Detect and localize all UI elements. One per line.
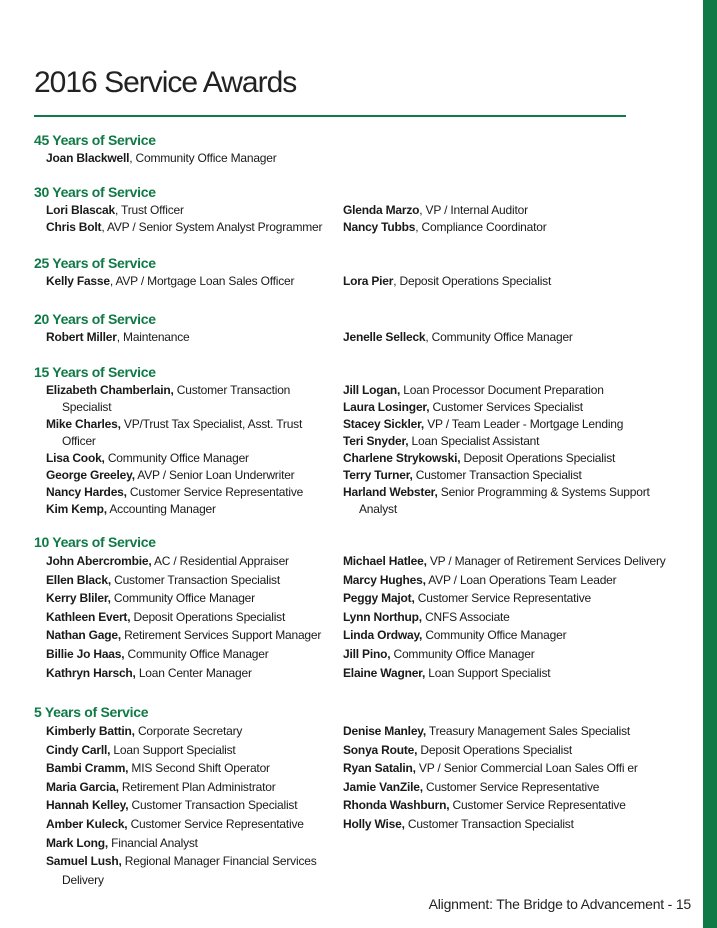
- honoree-entry: [46, 759, 336, 778]
- honoree-name: Stacey Sickler,: [343, 417, 425, 431]
- honoree-name: Nancy Hardes,: [46, 485, 127, 499]
- honoree-entry: [46, 608, 336, 627]
- honoree-title: Senior Programming & Systems Support Analyst: [359, 485, 650, 516]
- honoree-title: Customer Transaction Specialist: [62, 383, 291, 414]
- section-heading: 25 Years of Service: [34, 255, 156, 271]
- honoree-name: Cindy Carll,: [46, 742, 111, 757]
- honoree-entry: [46, 589, 336, 608]
- section-heading: 20 Years of Service: [34, 311, 156, 327]
- honoree-name: Laura Losinger,: [343, 400, 430, 414]
- section-10-years: [34, 533, 694, 693]
- honoree-title: Community Office Manager: [110, 591, 255, 606]
- section-heading: 45 Years of Service: [34, 132, 156, 148]
- honoree-entry: [46, 484, 336, 501]
- honoree-entry: [46, 501, 336, 518]
- honoree-name: Lisa Cook,: [46, 451, 105, 465]
- honoree-name: John Abercrombie,: [46, 554, 152, 568]
- honoree-entry: [46, 552, 336, 571]
- title-divider: [34, 115, 626, 117]
- honoree-entry: [343, 741, 683, 760]
- honoree-entry: [343, 450, 683, 467]
- honoree-name: Kathryn Harsch,: [46, 665, 136, 680]
- honoree-entry: [46, 416, 336, 450]
- honoree-entry: [343, 778, 683, 797]
- right-column: [343, 552, 683, 682]
- honoree-title: Customer Transaction Specialist: [110, 572, 280, 587]
- honoree-title: Deposit Operations Specialist: [460, 451, 616, 465]
- honoree-name: Billie Jo Haas,: [46, 646, 125, 661]
- honoree-title: Retirement Plan Administrator: [118, 779, 276, 794]
- section-5-years: [34, 703, 694, 893]
- right-column: [343, 202, 683, 236]
- honoree-name: Jenelle Selleck: [343, 330, 426, 344]
- honoree-name: Elaine Wagner,: [343, 665, 426, 680]
- honoree-entry: [46, 645, 336, 664]
- honoree-title: VP/Trust Tax Specialist, Asst. Trust Officer: [62, 417, 303, 448]
- honoree-name: Holly Wise,: [343, 816, 405, 831]
- honoree-entry: [46, 664, 336, 683]
- honoree-title: Deposit Operations Specialist: [417, 742, 573, 757]
- honoree-title: Community Office Manager: [104, 451, 249, 465]
- honoree-title: Deposit Operations Specialist: [130, 609, 286, 624]
- honoree-name: Teri Snyder,: [343, 434, 409, 448]
- honoree-title: Community Office Manager: [422, 628, 567, 643]
- honoree-title: , Trust Officer: [114, 203, 184, 217]
- honoree-title: MIS Second Shift Operator: [128, 761, 270, 776]
- honoree-title: Customer Transaction Specialist: [128, 798, 298, 813]
- honoree-title: Customer Services Specialist: [429, 400, 583, 414]
- honoree-entry: [343, 626, 683, 645]
- section-heading: 10 Years of Service: [34, 534, 156, 550]
- honoree-title: Loan Center Manager: [135, 665, 252, 680]
- honoree-entry: [343, 329, 683, 346]
- honoree-title: , Community Office Manager: [129, 151, 277, 165]
- honoree-title: Accounting Manager: [106, 502, 216, 516]
- honoree-entry: [343, 759, 683, 778]
- honoree-title: Loan Support Specialist: [425, 665, 551, 680]
- honoree-entry: [343, 399, 683, 416]
- honoree-title: Loan Support Specialist: [110, 742, 236, 757]
- honoree-title: Community Office Manager: [124, 646, 269, 661]
- honoree-name: Kathleen Evert,: [46, 609, 131, 624]
- honoree-entry: [343, 484, 683, 518]
- honoree-entry: [343, 664, 683, 683]
- honoree-name: Robert Miller: [46, 330, 117, 344]
- honoree-name: Nathan Gage,: [46, 628, 121, 643]
- honoree-name: Hannah Kelley,: [46, 798, 129, 813]
- honoree-title: CNFS Associate: [421, 609, 510, 624]
- section-heading: 30 Years of Service: [34, 184, 156, 200]
- honoree-name: Elizabeth Chamberlain,: [46, 383, 174, 397]
- honoree-name: Mike Charles,: [46, 417, 121, 431]
- honoree-entry: [343, 645, 683, 664]
- honoree-name: Nancy Tubbs: [343, 220, 416, 234]
- honoree-title: Customer Transaction Specialist: [404, 816, 574, 831]
- left-column: [46, 273, 336, 290]
- honoree-name: Kerry Bliler,: [46, 591, 111, 606]
- honoree-name: Peggy Majot,: [343, 591, 415, 606]
- honoree-title: Customer Service Representative: [414, 591, 591, 606]
- right-column: [343, 722, 683, 834]
- honoree-title: Customer Service Representative: [127, 816, 304, 831]
- left-column: [46, 382, 336, 518]
- honoree-entry: [46, 202, 336, 219]
- honoree-name: Michael Hatlee,: [343, 554, 427, 568]
- honoree-name: Joan Blackwell: [46, 151, 130, 165]
- honoree-entry: [343, 571, 683, 590]
- honoree-entry: [343, 552, 683, 571]
- honoree-title: Retirement Services Support Manager: [120, 628, 322, 643]
- green-side-bar: [703, 0, 717, 928]
- honoree-entry: [343, 219, 683, 236]
- honoree-title: Loan Specialist Assistant: [408, 434, 540, 448]
- left-column: [46, 150, 336, 167]
- honoree-title: VP / Manager of Retirement Services Delivery: [426, 554, 666, 568]
- honoree-name: Lynn Northup,: [343, 609, 422, 624]
- honoree-name: Bambi Cramm,: [46, 761, 129, 776]
- honoree-name: Jill Logan,: [343, 383, 401, 397]
- honoree-entry: [46, 219, 336, 236]
- section-15-years: [34, 363, 694, 523]
- right-column: [343, 273, 683, 290]
- honoree-title: Customer Transaction Specialist: [412, 468, 582, 482]
- honoree-title: Customer Service Representative: [422, 779, 600, 794]
- honoree-name: Lora Pier: [343, 274, 394, 288]
- honoree-title: Customer Service Representative: [449, 798, 626, 813]
- honoree-title: Financial Analyst: [108, 835, 198, 850]
- honoree-entry: [46, 834, 336, 853]
- honoree-title: , Compliance Coordinator: [415, 220, 547, 234]
- honoree-name: Terry Turner,: [343, 468, 413, 482]
- section-45-years: [34, 131, 694, 171]
- honoree-title: , Community Office Manager: [425, 330, 573, 344]
- left-column: [46, 202, 336, 236]
- honoree-entry: [343, 589, 683, 608]
- honoree-entry: [46, 467, 336, 484]
- honoree-name: Rhonda Washburn,: [343, 798, 450, 813]
- honoree-title: , Deposit Operations Specialist: [393, 274, 552, 288]
- honoree-title: AVP / Loan Operations Team Leader: [425, 572, 617, 587]
- honoree-entry: [343, 433, 683, 450]
- honoree-title: , AVP / Mortgage Loan Sales Officer: [109, 274, 295, 288]
- honoree-entry: [46, 329, 336, 346]
- honoree-entry: [343, 608, 683, 627]
- honoree-name: Lori Blascak: [46, 203, 115, 217]
- honoree-name: Ellen Black,: [46, 572, 111, 587]
- honoree-name: Mark Long,: [46, 835, 109, 850]
- honoree-name: Sonya Route,: [343, 742, 418, 757]
- honoree-entry: [46, 722, 336, 741]
- honoree-name: Kim Kemp,: [46, 502, 107, 516]
- honoree-entry: [46, 273, 336, 290]
- honoree-name: George Greeley,: [46, 468, 135, 482]
- right-column: [343, 382, 683, 518]
- left-column: [46, 722, 336, 889]
- honoree-name: Harland Webster,: [343, 485, 438, 499]
- honoree-entry: [343, 382, 683, 399]
- honoree-name: Glenda Marzo: [343, 203, 420, 217]
- section-20-years: [34, 310, 694, 354]
- honoree-title: Treasury Management Sales Specialist: [426, 724, 631, 738]
- section-heading: 15 Years of Service: [34, 364, 156, 380]
- section-30-years: [34, 183, 694, 243]
- honoree-title: AVP / Senior Loan Underwriter: [134, 468, 295, 482]
- page-title: 2016 Service Awards: [34, 66, 297, 99]
- left-column: [46, 552, 336, 682]
- honoree-title: VP / Team Leader - Mortgage Lending: [424, 417, 624, 431]
- honoree-title: Regional Manager Financial Services Delivery: [62, 854, 317, 887]
- honoree-entry: [343, 796, 683, 815]
- honoree-title: , Maintenance: [116, 330, 190, 344]
- honoree-name: Samuel Lush,: [46, 854, 122, 869]
- honoree-entry: [343, 467, 683, 484]
- honoree-entry: [46, 626, 336, 645]
- honoree-entry: [343, 202, 683, 219]
- honoree-entry: [46, 852, 336, 889]
- honoree-name: Maria Garcia,: [46, 779, 119, 794]
- honoree-title: Loan Processor Document Preparation: [400, 383, 604, 397]
- honoree-name: Kelly Fasse: [46, 274, 110, 288]
- honoree-name: Ryan Satalin,: [343, 761, 416, 776]
- honoree-name: Charlene Strykowski,: [343, 451, 461, 465]
- honoree-name: Jill Pino,: [343, 646, 391, 661]
- honoree-entry: [46, 815, 336, 834]
- page-footer: Alignment: The Bridge to Advancement - 15: [428, 896, 691, 912]
- honoree-entry: [46, 796, 336, 815]
- honoree-name: Chris Bolt: [46, 220, 102, 234]
- honoree-entry: [343, 722, 683, 741]
- section-heading: 5 Years of Service: [34, 704, 149, 720]
- honoree-entry: [46, 741, 336, 760]
- right-column: [343, 329, 683, 346]
- honoree-entry: [46, 382, 336, 416]
- honoree-name: Marcy Hughes,: [343, 572, 426, 587]
- honoree-entry: [343, 273, 683, 290]
- honoree-title: Customer Service Representative: [126, 485, 304, 499]
- honoree-title: , VP / Internal Auditor: [419, 203, 528, 217]
- honoree-name: Amber Kuleck,: [46, 816, 128, 831]
- honoree-name: Jamie VanZile,: [343, 779, 423, 794]
- honoree-title: Community Office Manager: [390, 646, 535, 661]
- honoree-title: AC / Residential Appraiser: [151, 554, 289, 568]
- honoree-entry: [343, 416, 683, 433]
- honoree-entry: [343, 815, 683, 834]
- honoree-name: Denise Manley,: [343, 724, 427, 738]
- left-column: [46, 329, 336, 346]
- honoree-entry: [46, 450, 336, 467]
- honoree-entry: [46, 571, 336, 590]
- honoree-entry: [46, 150, 336, 167]
- honoree-entry: [46, 778, 336, 797]
- honoree-name: Linda Ordway,: [343, 628, 423, 643]
- honoree-name: Kimberly Battin,: [46, 724, 135, 738]
- section-25-years: [34, 254, 694, 298]
- honoree-title: VP / Senior Commercial Loan Sales Offi er: [415, 761, 638, 776]
- honoree-title: , AVP / Senior System Analyst Programmer: [101, 220, 323, 234]
- honoree-title: Corporate Secretary: [134, 724, 243, 738]
